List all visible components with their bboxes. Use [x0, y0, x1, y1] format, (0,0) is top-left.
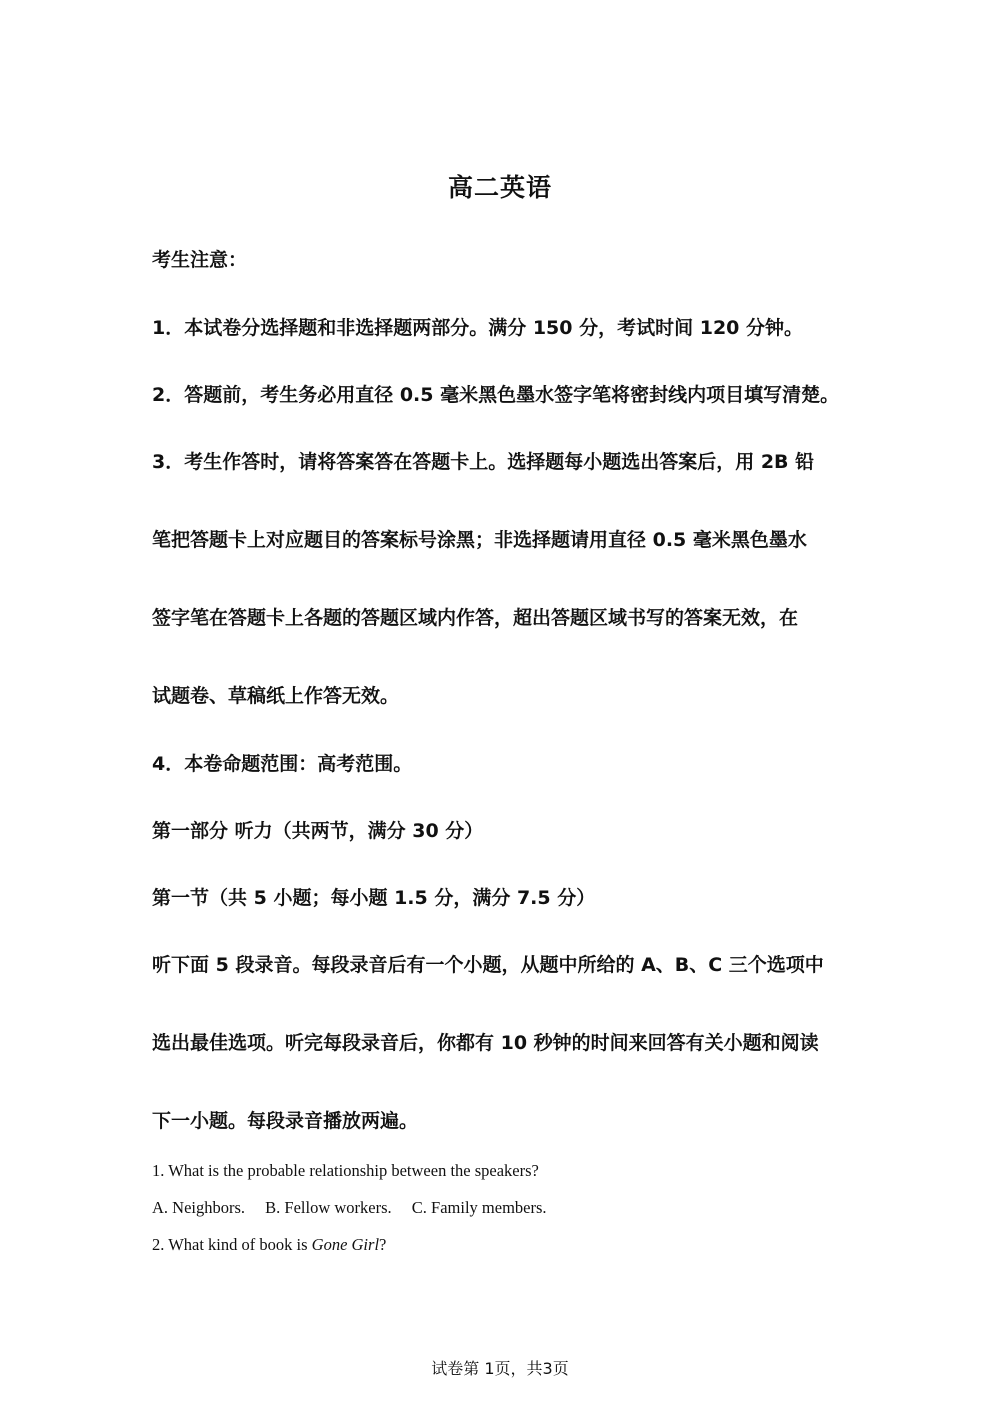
note-3-line-1: 3．考生作答时，请将答案答在答题卡上。选择题每小题选出答案后，用 2B 铅	[152, 451, 815, 473]
part1-heading: 第一部分 听力（共两节，满分 30 分）	[152, 820, 484, 842]
question-2-stem-prefix: 2. What kind of book is	[152, 1235, 312, 1254]
question-1-stem: 1. What is the probable relationship between the speakers?	[152, 1161, 539, 1180]
option-c: C. Family members.	[411, 1198, 547, 1217]
option-b: B. Fellow workers.	[265, 1198, 392, 1217]
note-3-line-2: 笔把答题卡上对应题目的答案标号涂黑；非选择题请用直径 0.5 毫米黑色墨水	[152, 529, 807, 551]
option-a: A. Neighbors.	[152, 1198, 246, 1217]
note-1: 1．本试卷分选择题和非选择题两部分。满分 150 分，考试时间 120 分钟。	[152, 317, 804, 339]
page-footer: 试卷第 1页，共3页	[431, 1359, 569, 1378]
question-2-stem	[152, 1235, 386, 1255]
section1-heading: 第一节（共 5 小题；每小题 1.5 分，满分 7.5 分）	[152, 887, 596, 909]
notice-heading: 考生注意：	[152, 249, 248, 271]
instructions-line-1: 听下面 5 段录音。每段录音后有一个小题，从题中所给的 A、B、C 三个选项中	[152, 954, 824, 976]
instructions-line-2: 选出最佳选项。听完每段录音后，你都有 10 秒钟的时间来回答有关小题和阅读	[152, 1032, 819, 1054]
book-title: Gone Girl	[311, 1235, 380, 1254]
page-title: 高二英语	[447, 173, 552, 202]
note-2: 2．答题前，考生务必用直径 0.5 毫米黑色墨水签字笔将密封线内项目填写清楚。	[152, 384, 840, 406]
instructions-line-3: 下一小题。每段录音播放两遍。	[152, 1110, 419, 1132]
note-4: 4．本卷命题范围：高考范围。	[152, 753, 413, 775]
question-2-stem-suffix: ?	[379, 1235, 387, 1254]
note-3-line-3: 签字笔在答题卡上各题的答题区域内作答，超出答题区域书写的答案无效，在	[152, 607, 799, 629]
note-3-line-4: 试题卷、草稿纸上作答无效。	[152, 685, 400, 707]
question-1-options	[152, 1198, 563, 1218]
